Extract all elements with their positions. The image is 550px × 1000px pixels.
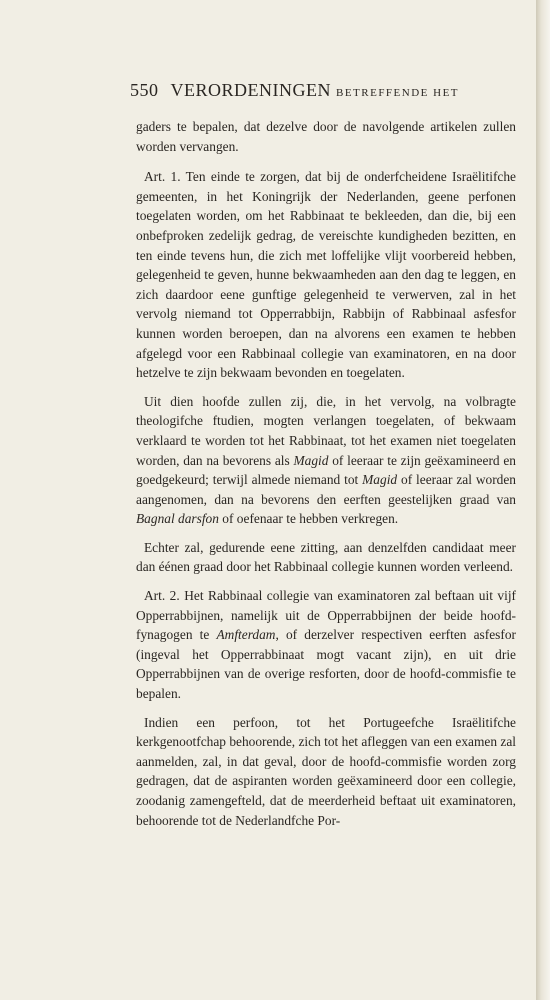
header-title-main: VERORDENINGEN [170, 80, 331, 100]
body-text [136, 117, 516, 839]
paragraph: Uit dien hoofde zullen zij, die, in het vervolg, na volbragte theologifche ftudien, mogten verlangen toegelaten, of bekwaam verklaard te worden tot het Rabbinaat, tot het examen niet toegelaten worden, dan na bevorens als Magid of leeraar te zijn geëxamineerd en goedgekeurd; terwijl almede niemand tot Magid of leeraar zal worden aangenomen, dan na bevorens den eerften geestelijken graad van Bagnal darsfon of oefenaar te hebben verkregen. [136, 393, 516, 527]
page-number: 550 [130, 80, 159, 100]
header-title-rest: BETREFFENDE HET [335, 87, 460, 99]
paragraph: Indien een perfoon, tot het Portugeefche Israëlitifche kerkgenootfchap behoorende, zich tot het afleggen van een examen zal aanmelden, zal, in dat geval, door de hoofd-commisfie worden zorg gedragen, dat de aspiranten worden geëxamineerd door een collegie, zoodanig zamengefteld, dat de meerderheid beftaat uit examinatoren, behoorende tot de Nederlandfche Por- [136, 714, 516, 828]
page-edge [536, 0, 550, 1000]
paragraph: gaders te bepalen, dat dezelve door de navolgende artikelen zullen worden vervangen. [136, 119, 516, 154]
paragraph: Echter zal, gedurende eene zitting, aan denzelfden candidaat meer dan éénen graad door het Rabbinaal collegie kunnen worden verleend. [136, 539, 516, 575]
running-header [130, 80, 520, 101]
paragraph: Art. 2. Het Rabbinaal collegie van examinatoren zal beftaan uit vijf Opperrabbijnen, namelijk uit de Opperrabbijnen der beide hoofd-fynagogen te Amfterdam, of derzelver respectiven eerften asfesfor (ingeval het Opperrabbinaat mogt vacant zijn), en uit drie Opperrabbijnen van de overige resforten, door de hoofd-commisfie te bepalen. [136, 588, 516, 702]
paragraph: Art. 1. Ten einde te zorgen, dat bij de onderfcheidene Israëlitifche gemeenten, in het Koningrijk der Nederlanden, geene perfonen toegelaten worden, om het Rabbinaat te bekleeden, dan die, bij een onbefproken zedelijk gedrag, de vereischte kundigheden bezitten, en ten einde tevens hun, die zich met loffelijke vlijt voorbereid hebben, gelegenheid te geven, hunne bekwaamheden aan den dag te leggen, en zich daardoor eene gunftige gelegenheid te verwerven, zal in het vervolg niemand tot Opperrabbijn, Rabbijn of Rabbinaal asfesfor kunnen worden beroepen, dan na alvorens een examen te hebben afgelegd voor een Rabbinaal collegie van examinatoren, en na door hetzelve te zijn bekwaam bevonden en toegelaten. [136, 169, 516, 381]
